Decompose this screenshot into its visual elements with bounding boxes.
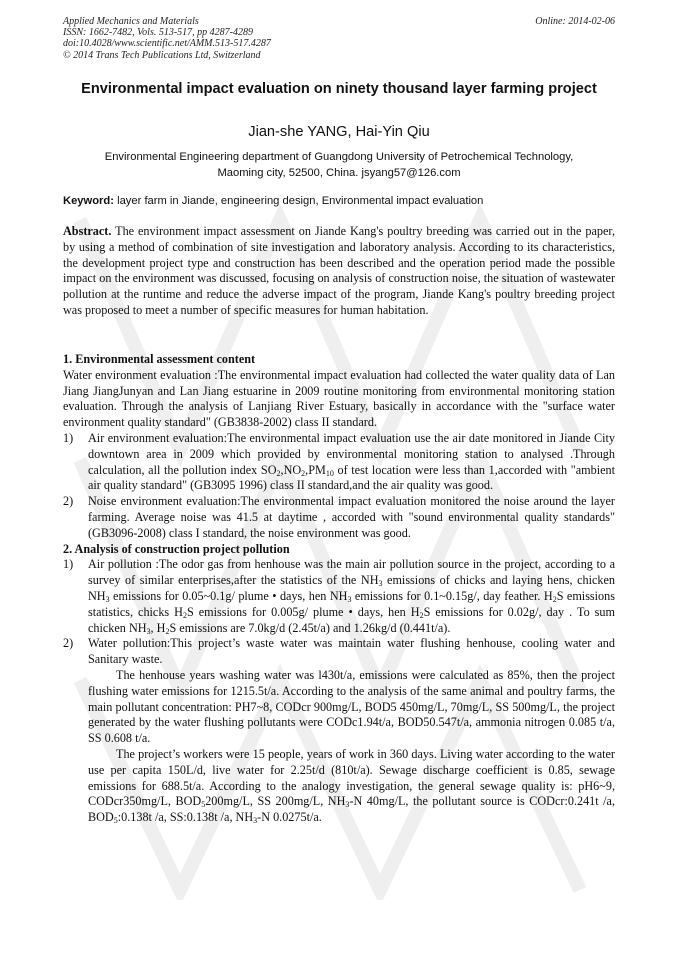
paper-title: Environmental impact evaluation on ninety thousand layer farming project [81,81,597,97]
abstract [63,224,615,319]
keywords [63,193,615,209]
item-number: 2) [63,636,74,651]
abstract-text: The environment impact assessment on Jiande Kang's poultry breeding was carried out in the paper, by using a method of combination of site investigation and laboratory analysis. According to its characteristics, the development project type and construction has been described and the operation period made the possible impact on the environment was discussed, focusing on analysis of construction noise, the situation of wastewater pollution at the runtime and reduce the adverse impact of the program, Jiande Kang's poultry breeding project was proposed to meet a number of specific measures for human habitation. [63,224,615,317]
keyword-text: layer farm in Jiande, engineering design, Environmental impact evaluation [113,195,484,207]
journal-issn: ISSN: 1662-7482, Vols. 513-517, pp 4287-4289 [63,27,253,39]
journal-header [63,16,271,61]
item-number: 2) [63,494,74,509]
section-1-item-1: 1) Air environment evaluation:The environmental impact evaluation use the air date monitored in Jiande City downtown area in 2009 which provided by environmental monitoring station to analysed .Through calculation, all the pollution index $SO_2,NO_2,PM_{10}$ of test location were less than 1,accorded with "ambient air quality standard" (GB3095 1996) class II standard,and the air quality was good. [63,430,615,493]
item-number: 1) [63,557,74,572]
paper-affiliation [63,149,615,181]
journal-copyright: © 2014 Trans Tech Publications Ltd, Switzerland [63,49,261,61]
keyword-label: Keyword: [63,195,114,207]
section-2-paragraph-1: The henhouse years washing water was l430t/a, emissions were calculated as 85%, then the project flushing water emissions for 1215.5t/a. According to the analysis of the same animal and poultry farms, the main pollutant concentration: PH7~8, CODcr 900mg/L, BOD5 450mg/L, 70mg/L, SS 500mg/L, the project generated by the water flushing pollutants were CODc1.94t/a, BOD50.547t/a, ammonia nitrogen 0.085 t/a, SS 0.608 t/a. [88,667,615,746]
online-date: Online: 2014-02-06 [535,16,615,27]
body-sections [63,352,615,826]
section-2-item-2: 2) Water pollution:This project’s waste water was maintain water flushing henhouse, cooling water and Sanitary waste. [63,636,615,667]
section-2-item-1: 1) Air pollution :The odor gas from henhouse was the main air pollution source in the project, according to a survey of similar enterprises,after the statistics of the $NH_3$ emissions of chicks and laying hens, chicken $NH_3$ emissions for 0.05~0.1g/ plume • days, hen $NH_3$ emissions for 0.1~0.15g/, day feather. $H_2S$ emissions statistics, chicks $H_2S$ emissions for 0.005g/ plume • days, hen $H_2S$ emissions for 0.02g/, day . To sum chicken $NH_3$, $H_2S$ emissions are 7.0kg/d (2.45t/a) and 1.26kg/d (0.441t/a). [63,557,615,636]
section-1-heading: 1. Environmental assessment content [63,352,256,366]
journal-name: Applied Mechanics and Materials [63,16,199,27]
paper-authors: Jian-she YANG, Hai-Yin Qiu [248,124,430,140]
abstract-label: Abstract. [63,224,112,238]
affiliation-line-1: Environmental Engineering department of Guangdong University of Petrochemical Technology, [104,151,574,163]
section-1-item-2: 2) Noise environment evaluation:The environmental impact evaluation monitored the noise around the layer farming. Average noise was 41.5 at daytime , accorded with "sound environmental quality standards" (GB3096-2008) class I standard, the noise environment was good. [63,494,615,540]
journal-doi: doi:10.4028/www.scientific.net/AMM.513-517.4287 [63,38,271,50]
item-number: 1) [63,430,74,445]
affiliation-line-2: Maoming city, 52500, China. jsyang57@126.com [217,167,461,179]
section-1-intro: Water environment evaluation :The environmental impact evaluation had collected the water quality data of Lan Jiang JiangJunyan and Lan Jiang estuarine in 2009 routine monitoring from environmental monitoring station evaluation. Through the analysis of Lanjiang River Estuary, basically in accordance with the "surface water environment quality standard" (GB3838-2002) class II standard. [63,367,615,430]
section-2-paragraph-2: The project’s workers were 15 people, years of work in 360 days. Living water according to the water use per capita 150L/d, live water for 2.25t/d (810t/a). Sewage discharge coefficient is 0.85, sewage emissions for 688.5t/a. According to the analogy investigation, the general sewage quality is: pH6~9, CODcr350mg/L, $BOD_5200mg/L$, SS 200mg/L, $NH_3-N$ 40mg/L, the pollutant source is CODcr:0.241t /a, $BOD_5:0.138t$ /a, SS:0.138t /a, $NH_3-N$ 0.0275t/a. [88,746,616,826]
section-2-heading: 2. Analysis of construction project pollution [63,541,290,556]
